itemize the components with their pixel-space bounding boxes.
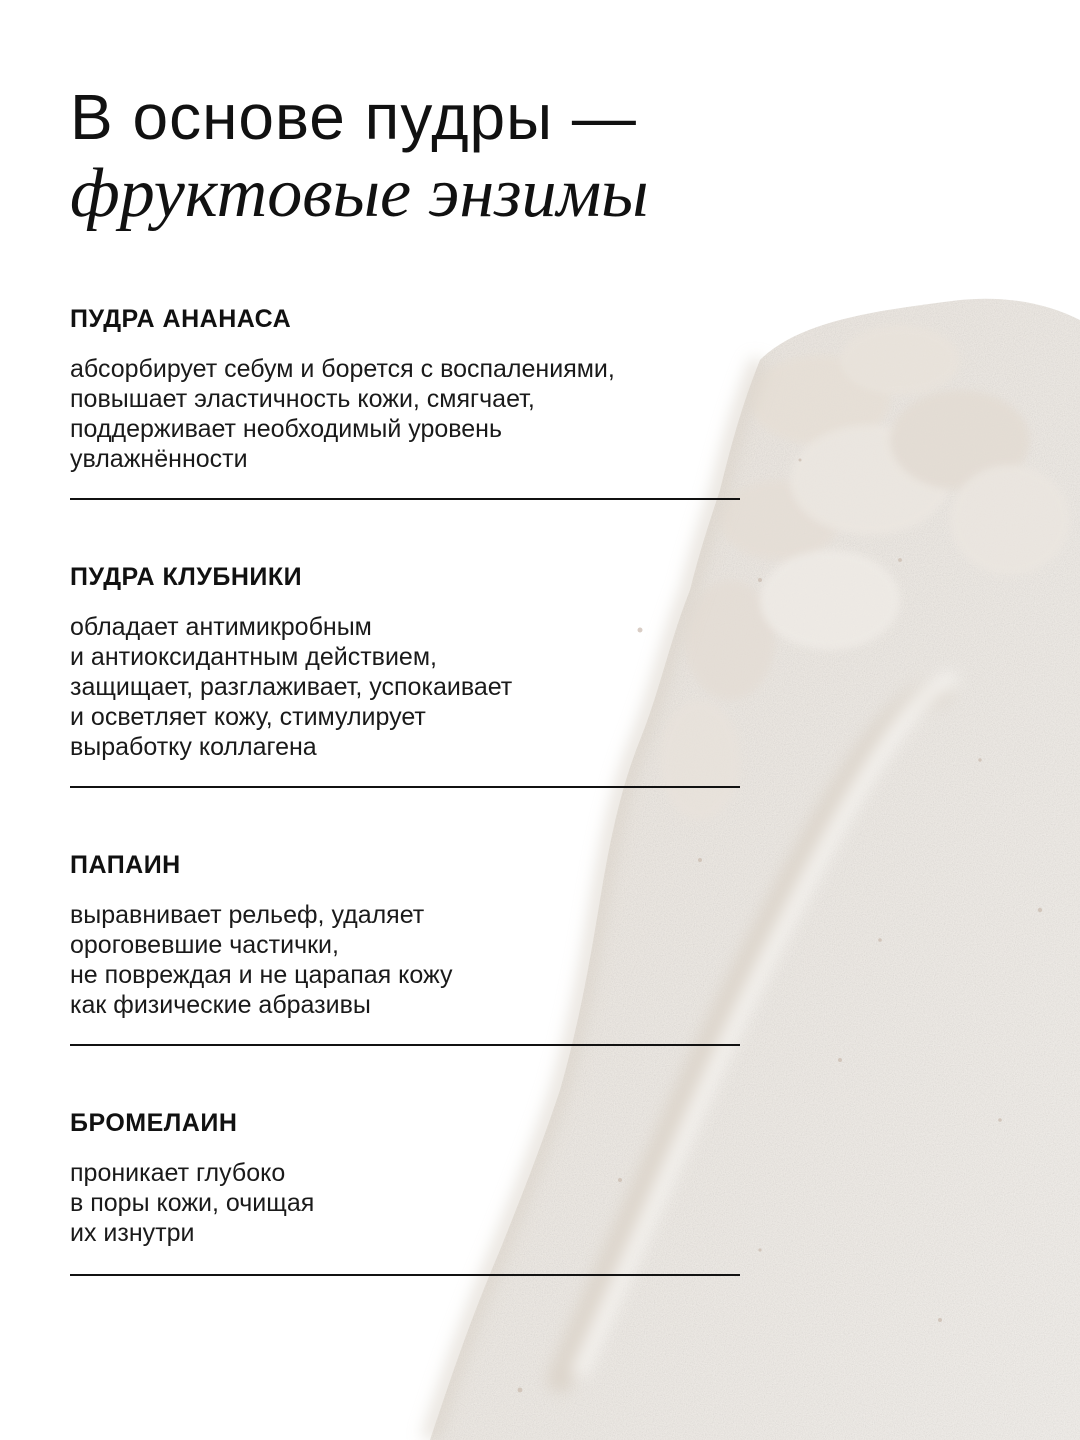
ingredient-title: ПУДРА АНАНАСА <box>70 305 292 333</box>
ingredient-description: абсорбирует себум и борется с воспалениями, повышает эластичность кожи, смягчает, поддерживает необходимый уровень увлажнённости <box>70 355 615 473</box>
page-title <box>70 78 649 232</box>
ingredient-description: обладает антимикробным и антиоксидантным действием, защищает, разглаживает, успокаивает и осветляет кожу, стимулирует выработку коллагена <box>70 613 513 761</box>
page-title-line1: В основе пудры — <box>70 81 637 153</box>
section-divider <box>70 1274 740 1276</box>
section-divider <box>70 1044 740 1046</box>
ingredient-section-pineapple <box>70 304 740 474</box>
ingredient-title: ПУДРА КЛУБНИКИ <box>70 563 303 591</box>
ingredient-description: проникает глубоко в поры кожи, очищая их изнутри <box>70 1159 315 1247</box>
ingredient-title: БРОМЕЛАИН <box>70 1109 238 1137</box>
ingredient-title: ПАПАИН <box>70 851 181 879</box>
page-title-line2: фруктовые энзимы <box>70 155 649 232</box>
ingredient-section-bromelain <box>70 1108 740 1248</box>
section-divider <box>70 498 740 500</box>
ingredient-section-papain <box>70 850 740 1020</box>
section-divider <box>70 786 740 788</box>
ingredient-description: выравнивает рельеф, удаляет ороговевшие частички, не повреждая и не царапая кожу как физические абразивы <box>70 901 453 1019</box>
ingredient-section-strawberry <box>70 562 740 762</box>
